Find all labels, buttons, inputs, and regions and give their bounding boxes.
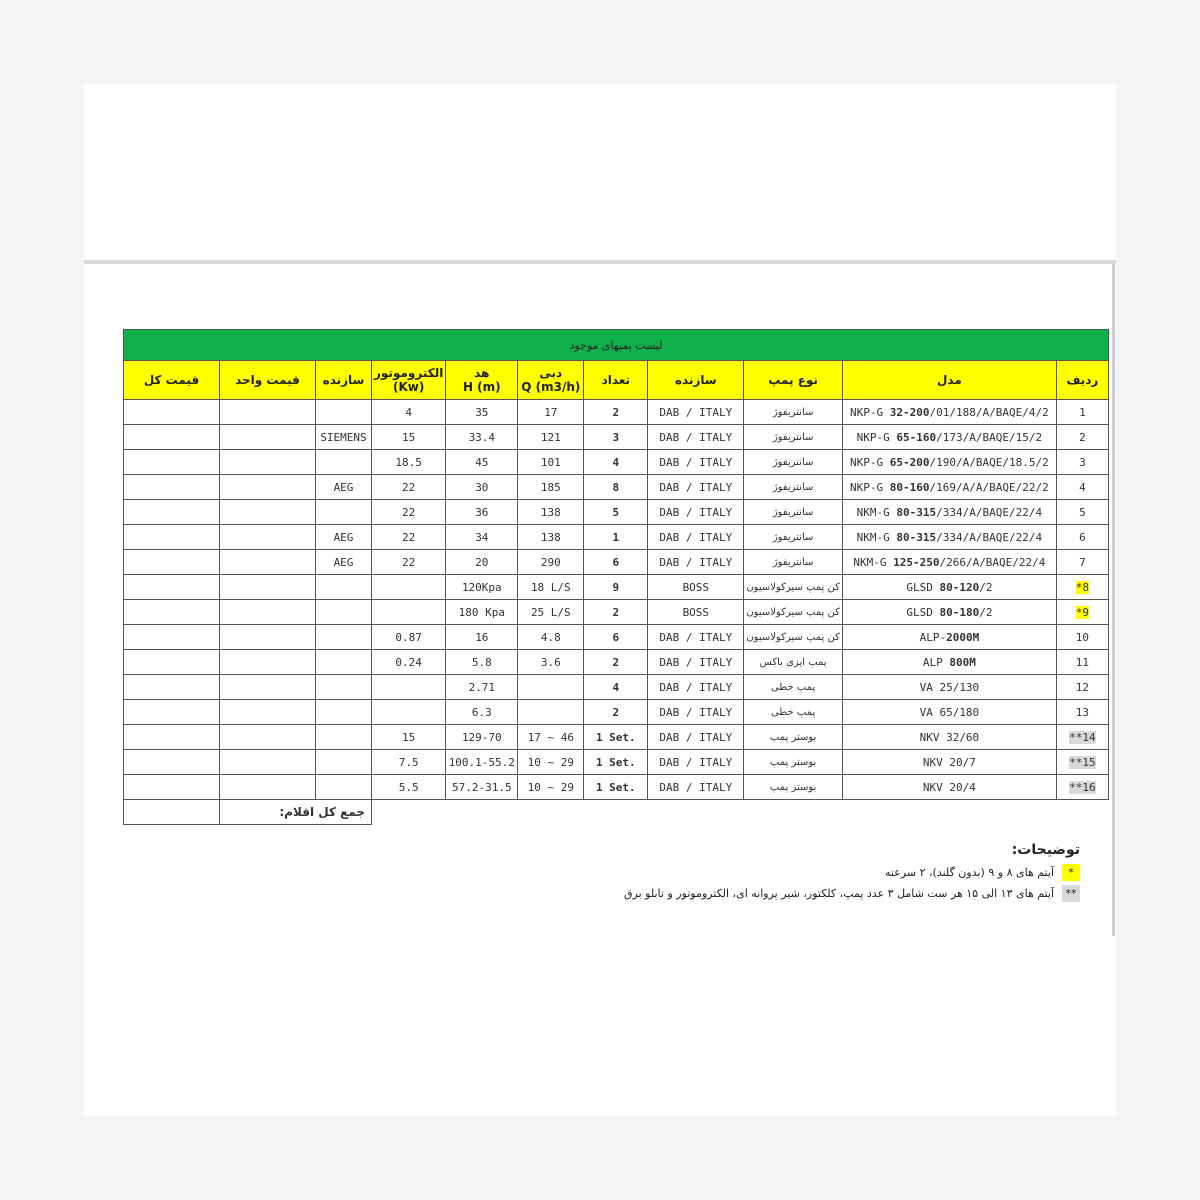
model-suffix: /2	[979, 605, 993, 619]
motor-kw-cell: 0.87	[372, 625, 446, 650]
head-cell: 35	[446, 400, 518, 425]
model-suffix: /173/A/BAQE/15/2	[936, 430, 1043, 444]
header-motor	[372, 361, 446, 400]
flow-cell	[518, 700, 584, 725]
motor-kw-cell: 4	[372, 400, 446, 425]
flow-cell: 101	[518, 450, 584, 475]
model-suffix: /01/188/A/BAQE/4/2	[929, 405, 1049, 419]
model-prefix: NKM-G	[856, 530, 890, 544]
model-cell	[842, 600, 1056, 625]
unit-price-cell	[220, 725, 316, 750]
motor-maker-cell	[316, 725, 372, 750]
pump-type-cell: پمپ خطی	[744, 700, 843, 725]
count-cell: 3	[584, 425, 648, 450]
row-number-cell	[1056, 475, 1108, 500]
motor-maker-cell: AEG	[316, 550, 372, 575]
model-cell	[842, 625, 1056, 650]
model-size: 80-180	[939, 605, 980, 619]
pump-type-cell: سانتریفوژ	[744, 500, 843, 525]
motor-maker-cell	[316, 650, 372, 675]
motor-kw-cell: 22	[372, 500, 446, 525]
maker-cell: DAB / ITALY	[648, 725, 744, 750]
motor-kw-cell: 22	[372, 525, 446, 550]
motor-maker-cell: AEG	[316, 475, 372, 500]
model-size: 80-315	[896, 505, 937, 519]
row-number: **14	[1069, 730, 1096, 744]
motor-maker-cell	[316, 600, 372, 625]
pump-type-cell: سانتریفوژ	[744, 475, 843, 500]
row-number-cell	[1056, 725, 1108, 750]
motor-maker-cell	[316, 675, 372, 700]
header-head	[446, 361, 518, 400]
note-mark-star: *	[1062, 864, 1080, 881]
model-cell	[842, 450, 1056, 475]
model-prefix: NKP-G	[856, 430, 890, 444]
row-number-cell	[1056, 525, 1108, 550]
count-cell: 6	[584, 550, 648, 575]
model-cell	[842, 425, 1056, 450]
total-price-cell	[124, 625, 220, 650]
notes-title: توضیحات:	[1011, 842, 1080, 858]
model-cell	[842, 575, 1056, 600]
total-price-cell	[124, 475, 220, 500]
header-head-label: هد	[474, 366, 490, 380]
pump-type-cell: سانتریفوژ	[744, 525, 843, 550]
pump-type-cell: کن پمپ سیرکولاسیون	[744, 575, 843, 600]
flow-cell	[518, 675, 584, 700]
unit-price-cell	[220, 500, 316, 525]
model-prefix: NKP-G	[850, 480, 884, 494]
sum-blank	[372, 800, 1109, 825]
header-model: مدل	[842, 361, 1056, 400]
motor-maker-cell	[316, 700, 372, 725]
count-cell: 2	[584, 600, 648, 625]
row-number: 2	[1079, 430, 1086, 444]
table-row	[124, 500, 1109, 525]
model-prefix: VA 25/130	[919, 680, 980, 694]
row-number-cell	[1056, 425, 1108, 450]
model-prefix: GLSD	[906, 580, 933, 594]
header-count: تعداد	[584, 361, 648, 400]
pump-type-cell: سانتریفوژ	[744, 400, 843, 425]
model-cell	[842, 550, 1056, 575]
count-cell: 6	[584, 625, 648, 650]
table-row	[124, 400, 1109, 425]
flow-cell: 10 ~ 29	[518, 750, 584, 775]
flow-cell: 121	[518, 425, 584, 450]
row-number-cell	[1056, 500, 1108, 525]
model-suffix: /334/A/BAQE/22/4	[936, 530, 1043, 544]
unit-price-cell	[220, 625, 316, 650]
model-size: 2000M	[946, 630, 980, 644]
maker-cell: BOSS	[648, 600, 744, 625]
motor-kw-cell: 22	[372, 475, 446, 500]
unit-price-cell	[220, 775, 316, 800]
table-row	[124, 525, 1109, 550]
head-cell: 57.2-31.5	[446, 775, 518, 800]
model-prefix: NKP-G	[850, 455, 884, 469]
pump-type-cell: کن پمپ سیرکولاسیون	[744, 625, 843, 650]
maker-cell: DAB / ITALY	[648, 775, 744, 800]
flow-cell: 25 L/S	[518, 600, 584, 625]
note-mark-double-star: **	[1062, 885, 1080, 902]
row-number: 4	[1079, 480, 1086, 494]
motor-kw-cell: 15	[372, 725, 446, 750]
unit-price-cell	[220, 550, 316, 575]
note-text: آیتم های ۸ و ۹ (بدون گلند)، ۲ سرعته	[885, 866, 1054, 879]
unit-price-cell	[220, 650, 316, 675]
model-cell	[842, 775, 1056, 800]
maker-cell: DAB / ITALY	[648, 525, 744, 550]
model-size: 80-120	[939, 580, 980, 594]
pump-type-cell: بوستر پمپ	[744, 750, 843, 775]
maker-cell: DAB / ITALY	[648, 675, 744, 700]
model-cell	[842, 675, 1056, 700]
flow-cell: 290	[518, 550, 584, 575]
head-cell: 45	[446, 450, 518, 475]
row-number-cell	[1056, 575, 1108, 600]
header-total-price: قیمت کل	[124, 361, 220, 400]
sum-label: جمع کل اقلام:	[220, 800, 372, 825]
row-number-cell	[1056, 600, 1108, 625]
model-prefix: NKV 20/7	[922, 755, 976, 769]
model-size: 80-160	[889, 480, 930, 494]
flow-cell: 3.6	[518, 650, 584, 675]
motor-maker-cell	[316, 400, 372, 425]
pump-type-cell: بوستر پمپ	[744, 775, 843, 800]
unit-price-cell	[220, 575, 316, 600]
maker-cell: DAB / ITALY	[648, 750, 744, 775]
count-cell: 2	[584, 650, 648, 675]
count-cell: 9	[584, 575, 648, 600]
table-title: لیست پمپهای موجود	[124, 330, 1109, 361]
motor-kw-cell: 22	[372, 550, 446, 575]
flow-cell: 138	[518, 525, 584, 550]
flow-cell: 138	[518, 500, 584, 525]
total-price-cell	[124, 650, 220, 675]
row-number: **16	[1069, 780, 1096, 794]
motor-kw-cell: 5.5	[372, 775, 446, 800]
table-row	[124, 775, 1109, 800]
row-number-cell	[1056, 450, 1108, 475]
header-motor-unit: (Kw)	[392, 380, 425, 394]
row-number-cell	[1056, 650, 1108, 675]
row-number: 13	[1075, 705, 1090, 719]
maker-cell: DAB / ITALY	[648, 625, 744, 650]
model-cell	[842, 525, 1056, 550]
model-prefix: GLSD	[906, 605, 933, 619]
maker-cell: DAB / ITALY	[648, 700, 744, 725]
model-cell	[842, 500, 1056, 525]
model-cell	[842, 400, 1056, 425]
unit-price-cell	[220, 425, 316, 450]
model-cell	[842, 475, 1056, 500]
maker-cell: DAB / ITALY	[648, 425, 744, 450]
header-pump-type: نوع پمپ	[744, 361, 843, 400]
head-cell: 30	[446, 475, 518, 500]
count-cell: 1 Set.	[584, 725, 648, 750]
model-size: 32-200	[889, 405, 930, 419]
row-number: 5	[1079, 505, 1086, 519]
count-cell: 5	[584, 500, 648, 525]
model-cell	[842, 725, 1056, 750]
row-number: *9	[1075, 605, 1090, 619]
row-number-cell	[1056, 775, 1108, 800]
pump-type-cell: سانتریفوژ	[744, 550, 843, 575]
total-price-cell	[124, 700, 220, 725]
model-cell	[842, 650, 1056, 675]
row-number-cell	[1056, 400, 1108, 425]
head-cell: 6.3	[446, 700, 518, 725]
pump-type-cell: پمپ خطی	[744, 675, 843, 700]
model-suffix: /190/A/BAQE/18.5/2	[929, 455, 1049, 469]
model-prefix: ALP	[922, 655, 943, 669]
model-prefix: VA 65/180	[919, 705, 980, 719]
table-row	[124, 450, 1109, 475]
model-size: 65-160	[896, 430, 937, 444]
motor-maker-cell	[316, 450, 372, 475]
head-cell: 120Kpa	[446, 575, 518, 600]
unit-price-cell	[220, 475, 316, 500]
model-suffix: /2	[979, 580, 993, 594]
flow-cell: 17	[518, 400, 584, 425]
table-row	[124, 675, 1109, 700]
unit-price-cell	[220, 600, 316, 625]
motor-maker-cell	[316, 775, 372, 800]
total-price-cell	[124, 425, 220, 450]
total-price-cell	[124, 775, 220, 800]
unit-price-cell	[220, 400, 316, 425]
unit-price-cell	[220, 450, 316, 475]
flow-cell: 4.8	[518, 625, 584, 650]
header-motor-label: الکتروموتور	[374, 366, 444, 380]
row-number: 11	[1075, 655, 1090, 669]
head-cell: 36	[446, 500, 518, 525]
table-row	[124, 475, 1109, 500]
model-suffix: /266/A/BAQE/22/4	[939, 555, 1046, 569]
unit-price-cell	[220, 750, 316, 775]
header-head-unit: H (m)	[462, 380, 501, 394]
header-flow	[518, 361, 584, 400]
motor-kw-cell: 7.5	[372, 750, 446, 775]
maker-cell: BOSS	[648, 575, 744, 600]
flow-cell: 17 ~ 46	[518, 725, 584, 750]
total-price-cell	[124, 725, 220, 750]
header-flow-label: دبی	[539, 366, 563, 380]
row-number: *8	[1075, 580, 1090, 594]
motor-kw-cell	[372, 700, 446, 725]
head-cell: 5.8	[446, 650, 518, 675]
maker-cell: DAB / ITALY	[648, 400, 744, 425]
pump-type-cell: کن پمپ سیرکولاسیون	[744, 600, 843, 625]
unit-price-cell	[220, 525, 316, 550]
total-price-cell	[124, 525, 220, 550]
pump-type-cell: سانتریفوژ	[744, 450, 843, 475]
row-number: **15	[1069, 755, 1096, 769]
model-prefix: NKV 20/4	[922, 780, 976, 794]
count-cell: 4	[584, 675, 648, 700]
row-number: 6	[1079, 530, 1086, 544]
header-maker: سازنده	[648, 361, 744, 400]
count-cell: 4	[584, 450, 648, 475]
pump-type-cell: سانتریفوژ	[744, 425, 843, 450]
total-price-cell	[124, 450, 220, 475]
table-row	[124, 600, 1109, 625]
row-number: 10	[1075, 630, 1090, 644]
header-row-number: ردیف	[1056, 361, 1108, 400]
count-cell: 1	[584, 525, 648, 550]
total-price-cell	[124, 675, 220, 700]
flow-cell: 10 ~ 29	[518, 775, 584, 800]
pump-type-cell: پمپ ایزی باکس	[744, 650, 843, 675]
motor-maker-cell	[316, 750, 372, 775]
row-number: 7	[1079, 555, 1086, 569]
table-row	[124, 625, 1109, 650]
model-suffix: /169/A/A/BAQE/22/2	[929, 480, 1049, 494]
note-text: آیتم های ۱۳ الی ۱۵ هر ست شامل ۳ عدد پمپ، کلکتور، شیر پروانه ای، الکتروموتور و تابلو برق	[623, 887, 1054, 900]
count-cell: 1 Set.	[584, 750, 648, 775]
row-number-cell	[1056, 750, 1108, 775]
header-flow-unit: Q (m3/h)	[521, 380, 581, 394]
model-prefix: NKP-G	[850, 405, 884, 419]
flow-cell: 18 L/S	[518, 575, 584, 600]
row-number: 3	[1079, 455, 1086, 469]
model-cell	[842, 750, 1056, 775]
maker-cell: DAB / ITALY	[648, 500, 744, 525]
total-price-cell	[124, 550, 220, 575]
table-row	[124, 575, 1109, 600]
pump-list-table	[123, 329, 1109, 825]
model-prefix: NKV 32/60	[919, 730, 980, 744]
motor-kw-cell: 18.5	[372, 450, 446, 475]
maker-cell: DAB / ITALY	[648, 650, 744, 675]
row-number: 1	[1079, 405, 1086, 419]
head-cell: 16	[446, 625, 518, 650]
total-price-cell	[124, 500, 220, 525]
table-row	[124, 725, 1109, 750]
head-cell: 100.1-55.2	[446, 750, 518, 775]
head-cell: 180 Kpa	[446, 600, 518, 625]
motor-maker-cell: AEG	[316, 525, 372, 550]
head-cell: 2.71	[446, 675, 518, 700]
motor-kw-cell	[372, 575, 446, 600]
table-row	[124, 750, 1109, 775]
total-price-cell	[124, 750, 220, 775]
motor-maker-cell	[316, 500, 372, 525]
motor-kw-cell	[372, 675, 446, 700]
model-size: 65-200	[889, 455, 930, 469]
model-size: 800M	[949, 655, 976, 669]
table-row	[124, 550, 1109, 575]
motor-kw-cell: 15	[372, 425, 446, 450]
row-number-cell	[1056, 625, 1108, 650]
model-prefix: ALP-	[919, 630, 947, 644]
summary-row	[124, 800, 1109, 825]
count-cell: 2	[584, 700, 648, 725]
header-motor-maker: سازنده	[316, 361, 372, 400]
note-item	[580, 864, 1080, 881]
model-suffix: /334/A/BAQE/22/4	[936, 505, 1043, 519]
maker-cell: DAB / ITALY	[648, 550, 744, 575]
maker-cell: DAB / ITALY	[648, 450, 744, 475]
model-prefix: NKM-G	[856, 505, 890, 519]
maker-cell: DAB / ITALY	[648, 475, 744, 500]
model-cell	[842, 700, 1056, 725]
table-row	[124, 700, 1109, 725]
head-cell: 20	[446, 550, 518, 575]
model-size: 80-315	[896, 530, 937, 544]
total-price-cell	[124, 575, 220, 600]
table-row	[124, 650, 1109, 675]
row-number-cell	[1056, 550, 1108, 575]
head-cell: 129-70	[446, 725, 518, 750]
motor-maker-cell	[316, 625, 372, 650]
count-cell: 8	[584, 475, 648, 500]
model-prefix: NKM-G	[853, 555, 887, 569]
motor-kw-cell	[372, 600, 446, 625]
row-number: 12	[1075, 680, 1090, 694]
row-number-cell	[1056, 700, 1108, 725]
total-price-cell	[124, 400, 220, 425]
count-cell: 2	[584, 400, 648, 425]
pump-type-cell: بوستر پمپ	[744, 725, 843, 750]
header-row	[124, 361, 1109, 400]
notes-section	[580, 842, 1080, 906]
sum-empty-cell	[124, 800, 220, 825]
model-size: 125-250	[893, 555, 940, 569]
head-cell: 33.4	[446, 425, 518, 450]
flow-cell: 185	[518, 475, 584, 500]
header-unit-price: قیمت واحد	[220, 361, 316, 400]
total-price-cell	[124, 600, 220, 625]
head-cell: 34	[446, 525, 518, 550]
table-row	[124, 425, 1109, 450]
motor-kw-cell: 0.24	[372, 650, 446, 675]
count-cell: 1 Set.	[584, 775, 648, 800]
motor-maker-cell	[316, 575, 372, 600]
motor-maker-cell: SIEMENS	[316, 425, 372, 450]
row-number-cell	[1056, 675, 1108, 700]
unit-price-cell	[220, 675, 316, 700]
note-item	[580, 885, 1080, 902]
unit-price-cell	[220, 700, 316, 725]
